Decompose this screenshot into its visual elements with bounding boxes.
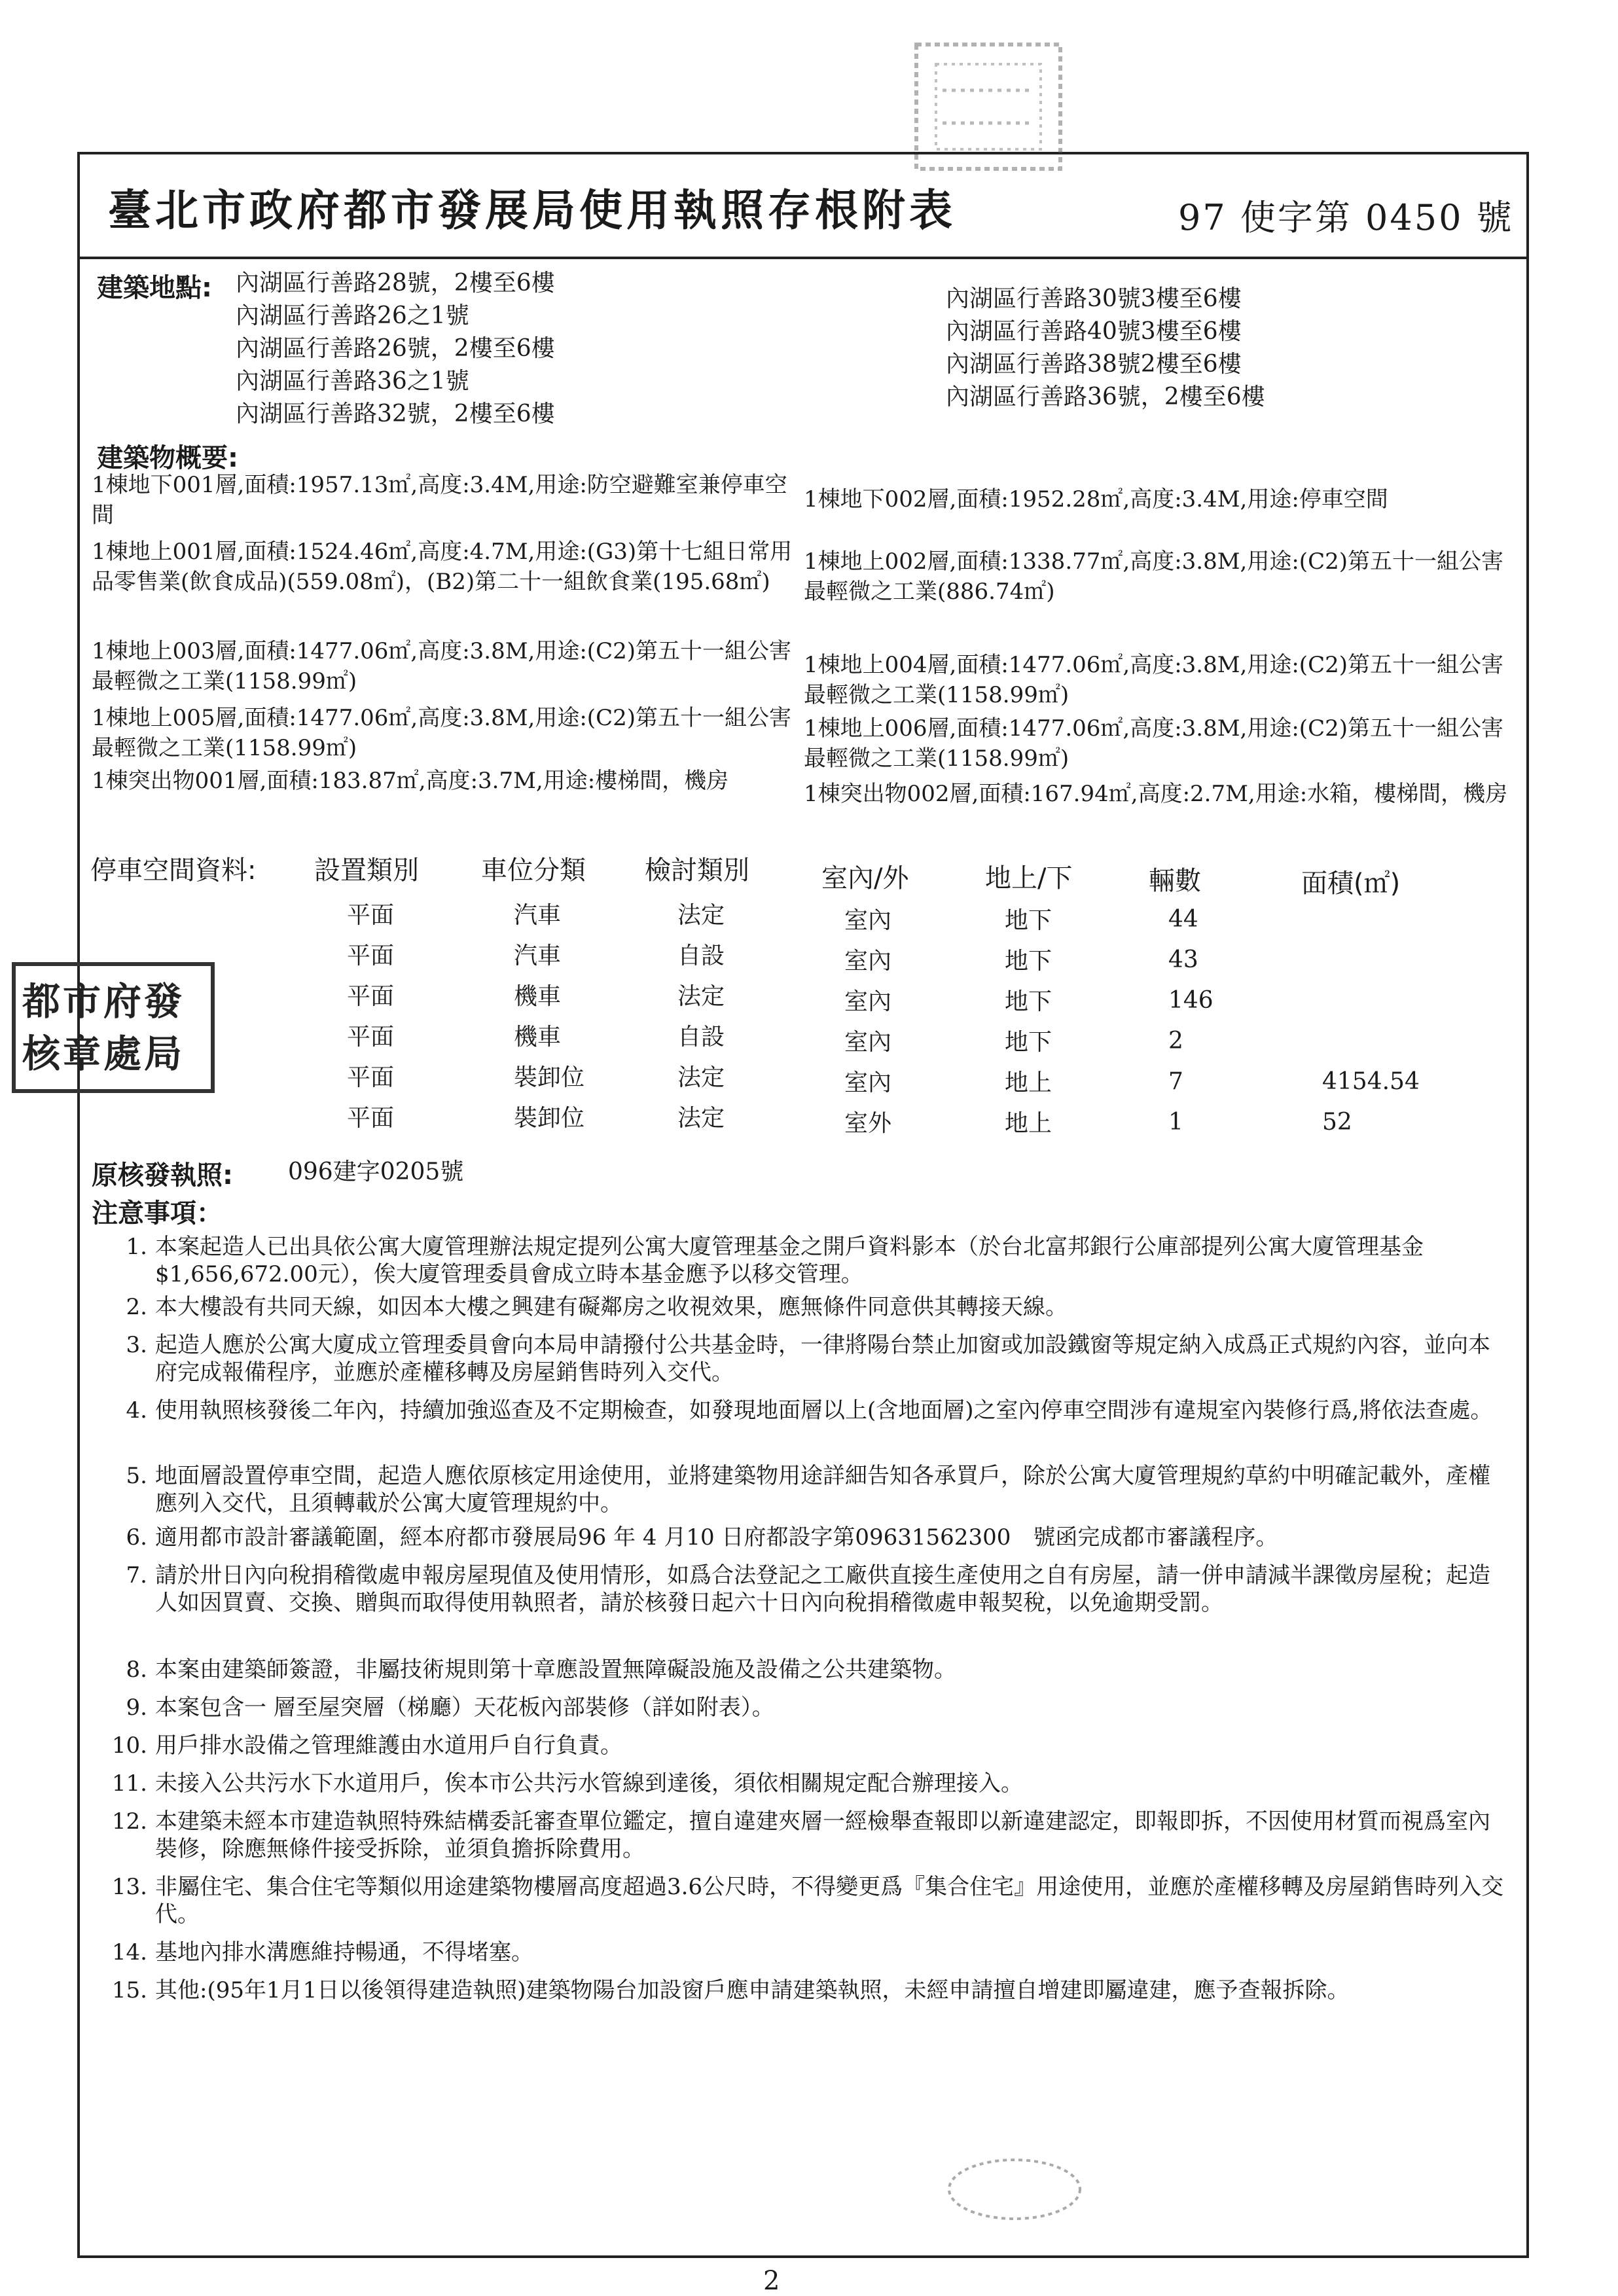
parking-cell: 室內: [844, 907, 892, 934]
stamp-line: 核章處局: [22, 1031, 185, 1076]
parking-cell: 室內: [844, 1029, 892, 1056]
note-number: 15.: [111, 1977, 147, 2003]
note-item: [101, 1331, 1509, 1386]
parking-header: 車位分類: [481, 855, 586, 886]
note-text: 非屬住宅、集合住宅等類似用途建築物樓層高度超過3.6公尺時，不得變更爲『集合住宅』用途使用，並應於產權移轉及房屋銷售時列入交代。: [155, 1874, 1504, 1928]
building-item: 1棟地上003層,面積:1477.06㎡,高度:3.8M,用途:(C2)第五十一組公害最輕微之工業(1158.99㎡): [92, 638, 791, 694]
note-item: [101, 1977, 1509, 2004]
parking-cell: 地下: [1005, 907, 1052, 934]
building-item: 1棟地上005層,面積:1477.06㎡,高度:3.8M,用途:(C2)第五十一組公害最輕微之工業(1158.99㎡): [92, 705, 791, 761]
faint-stamp-icon: [943, 2153, 1087, 2225]
parking-cell: 室內: [844, 988, 892, 1015]
parking-cell: 汽車: [514, 902, 562, 929]
parking-cell: 機車: [514, 1024, 562, 1050]
note-number: 9.: [126, 1695, 147, 1721]
parking-cell: 平面: [347, 942, 395, 969]
note-item: [101, 1656, 1509, 1683]
parking-cell: 法定: [677, 1105, 725, 1132]
address-line: 內湖區行善路40號3樓至6樓: [946, 318, 1242, 345]
parking-header: 室內/外: [821, 863, 909, 893]
parking-cell: 自設: [677, 1024, 725, 1050]
parking-cell: 平面: [347, 1105, 395, 1132]
parking-cell: 機車: [514, 983, 562, 1010]
address-line: 內湖區行善路26之1號: [236, 302, 469, 329]
note-number: 13.: [111, 1874, 147, 1900]
note-text: 本案由建築師簽證，非屬技術規則第十章應設置無障礙設施及設備之公共建築物。: [155, 1657, 956, 1683]
original-permit-value: 096建字0205號: [288, 1158, 464, 1185]
note-text: 未接入公共污水下水道用戶，俟本市公共污水管線到達後，須依相關規定配合辦理接入。: [155, 1770, 1023, 1797]
header-divider: [77, 257, 1529, 259]
note-number: 11.: [111, 1770, 147, 1797]
parking-cell: 平面: [347, 1064, 395, 1091]
note-text: 使用執照核發後二年內，持續加強巡查及不定期檢查，如發現地面層以上(含地面層)之室內停車空間涉有違規室內裝修行爲,將依法查處。: [155, 1397, 1493, 1424]
parking-header: 設置類別: [314, 855, 419, 886]
parking-cell: 裝卸位: [514, 1105, 585, 1132]
building-item: 1棟地下001層,面積:1957.13㎡,高度:3.4M,用途:防空避難室兼停車空間: [92, 472, 787, 528]
parking-cell: 自設: [677, 942, 725, 969]
note-number: 3.: [126, 1332, 147, 1358]
building-item: 1棟地上001層,面積:1524.46㎡,高度:4.7M,用途:(G3)第十七組日常用品零售業(飲食成品)(559.08㎡)，(B2)第二十一組飲食業(195.68㎡): [92, 539, 793, 595]
note-item: [101, 1939, 1509, 1966]
note-text: 請於卅日內向稅捐稽徵處申報房屋現值及使用情形，如爲合法登記之工廠供直接生產使用之自有房屋，請一併申請減半課徵房屋稅；起造人如因買賣、交換、贈與而取得使用執照者，請於核發日起六十日內向稅捐稽徵處申報契稅，以免逾期受罰。: [155, 1562, 1490, 1616]
parking-cell: 汽車: [514, 942, 562, 969]
note-text: 本建築未經本市建造執照特殊結構委託審查單位鑑定，擅自違建夾層一經檢舉查報即以新違建認定，即報即拆，不因使用材質而視爲室內裝修，除應無條件接受拆除，並須負擔拆除費用。: [155, 1808, 1490, 1862]
note-text: 本大樓設有共同天線，如因本大樓之興建有礙鄰房之收視效果，應無條件同意供其轉接天線。: [155, 1294, 1068, 1320]
note-number: 4.: [126, 1397, 147, 1424]
notes-label: 注意事項：: [92, 1198, 223, 1229]
parking-cell: 法定: [677, 1064, 725, 1091]
note-item: [101, 1397, 1509, 1424]
parking-cell: 146: [1168, 987, 1214, 1014]
parking-cell: 室內: [844, 1069, 892, 1096]
note-number: 10.: [111, 1732, 147, 1759]
parking-cell: 7: [1168, 1068, 1183, 1095]
building-item: 1棟地上004層,面積:1477.06㎡,高度:3.8M,用途:(C2)第五十一組公害最輕微之工業(1158.99㎡): [804, 652, 1503, 708]
parking-header: 地上/下: [985, 863, 1073, 893]
parking-cell: 43: [1168, 946, 1198, 973]
address-label: 建築地點:: [97, 273, 212, 303]
parking-cell: 52: [1322, 1109, 1352, 1136]
note-item: [101, 1808, 1509, 1863]
address-line: 內湖區行善路30號3樓至6樓: [946, 285, 1242, 312]
parking-cell: 法定: [677, 902, 725, 929]
note-number: 1.: [126, 1234, 147, 1260]
note-number: 12.: [111, 1808, 147, 1835]
parking-cell: 地上: [1005, 1069, 1052, 1096]
address-list-left: [236, 267, 555, 431]
note-number: 6.: [126, 1524, 147, 1551]
note-item: [101, 1732, 1509, 1759]
note-text: 起造人應於公寓大廈成立管理委員會向本局申請撥付公共基金時，一律將陽台禁止加窗或加設鐵窗等規定納入成爲正式規約內容，並向本府完成報備程序，並應於產權移轉及房屋銷售時列入交代。: [155, 1332, 1490, 1386]
approval-stamp: [12, 962, 215, 1093]
parking-cell: 室外: [844, 1110, 892, 1137]
parking-cell: 裝卸位: [514, 1064, 585, 1091]
parking-header: 檢討類別: [645, 855, 749, 886]
note-text: 地面層設置停車空間，起造人應依原核定用途使用，並將建築物用途詳細告知各承買戶，除於公寓大廈管理規約草約中明確記載外，產權應列入交代，且須轉載於公寓大廈管理規約中。: [155, 1463, 1490, 1516]
parking-cell: 2: [1168, 1028, 1183, 1054]
parking-cell: 平面: [347, 983, 395, 1010]
note-item: [101, 1233, 1509, 1288]
note-item: [101, 1694, 1509, 1721]
note-number: 7.: [126, 1562, 147, 1588]
parking-cell: 4154.54: [1322, 1068, 1420, 1095]
note-item: [101, 1293, 1509, 1321]
parking-header: 輛數: [1149, 866, 1201, 896]
note-text: 適用都市設計審議範圍，經本府都市發展局96 年 4 月10 日府都設字第09631562300 號函完成都市審議程序。: [155, 1524, 1278, 1551]
page-number: 2: [763, 2266, 780, 2296]
building-item: 1棟地上006層,面積:1477.06㎡,高度:3.8M,用途:(C2)第五十一組公害最輕微之工業(1158.99㎡): [804, 715, 1503, 772]
note-number: 5.: [126, 1463, 147, 1489]
note-number: 8.: [126, 1657, 147, 1683]
address-line: 內湖區行善路36之1號: [236, 368, 469, 395]
building-item: 1棟突出物002層,面積:167.94㎡,高度:2.7M,用途:水箱，樓梯間，機房: [804, 781, 1508, 807]
address-line: 內湖區行善路36號，2樓至6樓: [946, 384, 1265, 410]
parking-cell: 地下: [1005, 988, 1052, 1015]
parking-cell: 室內: [844, 948, 892, 975]
note-item: [101, 1524, 1509, 1551]
building-overview-label: 建築物概要:: [97, 443, 238, 473]
note-text: 本案包含一 層至屋突層（梯廳）天花板內部裝修（詳如附表）。: [155, 1695, 774, 1721]
building-item: 1棟地下002層,面積:1952.28㎡,高度:3.4M,用途:停車空間: [804, 486, 1388, 512]
note-number: 2.: [126, 1294, 147, 1320]
address-line: 內湖區行善路28號，2樓至6樓: [236, 270, 555, 296]
parking-header: 面積(㎡): [1301, 869, 1401, 899]
building-item: 1棟突出物001層,面積:183.87㎡,高度:3.7M,用途:樓梯間，機房: [92, 768, 729, 794]
document-title: 臺北市政府都市發展局使用執照存根附表: [108, 185, 956, 236]
address-line: 內湖區行善路26號，2樓至6樓: [236, 335, 555, 362]
address-line: 內湖區行善路32號，2樓至6樓: [236, 401, 555, 427]
parking-cell: 地下: [1005, 948, 1052, 975]
address-list-right: [946, 283, 1265, 414]
note-text: 本案起造人已出具依公寓大廈管理辦法規定提列公寓大廈管理基金之開戶資料影本（於台北富邦銀行公庫部提列公寓大廈管理基金$1,656,672.00元），俟大廈管理委員會成立時本基金應予以移交管理。: [155, 1234, 1424, 1287]
parking-label: 停車空間資料:: [90, 855, 257, 886]
note-text: 其他:(95年1月1日以後領得建造執照)建築物陽台加設窗戶應申請建築執照，未經申請擅自增建即屬違建，應予查報拆除。: [155, 1977, 1350, 2003]
parking-cell: 1: [1168, 1109, 1183, 1136]
note-item: [101, 1873, 1509, 1928]
note-text: 基地內排水溝應維持暢通，不得堵塞。: [155, 1939, 533, 1965]
note-text: 用戶排水設備之管理維護由水道用戶自行負責。: [155, 1732, 622, 1759]
parking-cell: 平面: [347, 1024, 395, 1050]
stamp-line: 都市府發: [22, 979, 185, 1024]
note-item: [101, 1770, 1509, 1797]
parking-cell: 44: [1168, 906, 1198, 933]
official-seal-icon: [903, 31, 1073, 182]
note-item: [101, 1562, 1509, 1617]
parking-cell: 平面: [347, 902, 395, 929]
parking-cell: 法定: [677, 983, 725, 1010]
parking-cell: 地下: [1005, 1029, 1052, 1056]
note-number: 14.: [111, 1939, 147, 1965]
address-line: 內湖區行善路38號2樓至6樓: [946, 351, 1242, 378]
permit-number: 97 使字第 0450 號: [1178, 197, 1514, 238]
building-item: 1棟地上002層,面積:1338.77㎡,高度:3.8M,用途:(C2)第五十一組公害最輕微之工業(886.74㎡): [804, 548, 1503, 605]
parking-cell: 地上: [1005, 1110, 1052, 1137]
original-permit-label: 原核發執照:: [92, 1160, 233, 1191]
note-item: [101, 1462, 1509, 1517]
